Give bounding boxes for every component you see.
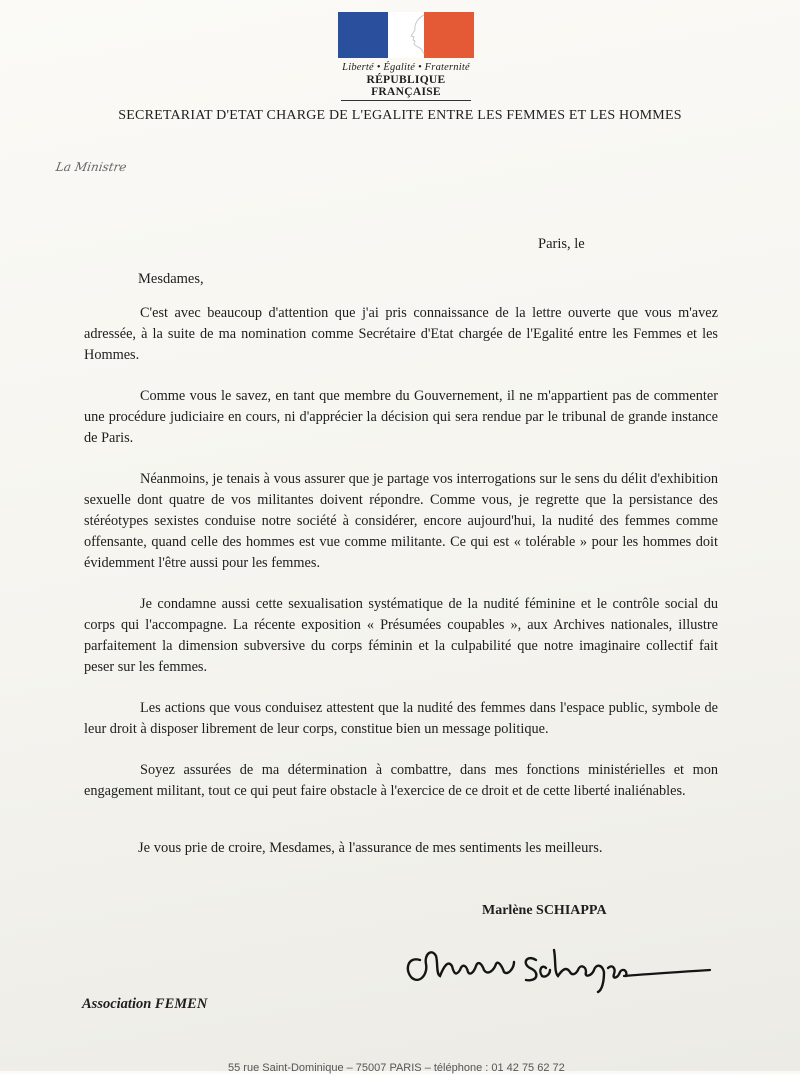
letter-paragraph: Néanmoins, je tenais à vous assurer que je partage vos interrogations sur le sens du délit d'exhibition sexuelle dont quatre de vos militantes doivent répondre. Comme vous, je regrette que la persistance des stéréotypes sexistes conduise notre société à considérer, encore aujourd'hui, la nudité des femmes comme offensante, quand celle des hommes est vue comme militante. Ce qui est « tolérable » pour les hommes doit évidemment l'être aussi pour les femmes.: [84, 471, 718, 571]
divider: [341, 100, 471, 101]
letter-closing: Je vous prie de croire, Mesdames, à l'assurance de mes sentiments les meilleurs.: [138, 840, 603, 856]
recipient-name: Association FEMEN: [82, 996, 208, 1012]
ministry-heading: SECRETARIAT D'ETAT CHARGE DE L'EGALITE ENTRE LES FEMMES ET LES HOMMES: [118, 108, 682, 123]
letter-place-date: Paris, le: [538, 236, 585, 252]
letter-paragraph: Les actions que vous conduisez attestent que la nudité des femmes dans l'espace public, symbole de leur droit à disposer librement de leur corps, constitue bien un message politique.: [84, 700, 718, 737]
republic-name: RÉPUBLIQUE FRANÇAISE: [366, 74, 446, 98]
signer-name: Marlène SCHIAPPA: [482, 903, 607, 918]
letter-body: [84, 303, 718, 822]
letter-salutation: Mesdames,: [138, 271, 204, 287]
minister-title: La Ministre: [54, 160, 128, 174]
letter-paragraph: Soyez assurées de ma détermination à combattre, dans mes fonctions ministérielles et mon engagement militant, tout ce qui peut faire obstacle à l'exercice de ce droit et de cette liberté inaliénables.: [84, 762, 718, 799]
letter-paragraph: Je condamne aussi cette sexualisation systématique de la nudité féminine et le contrôle social du corps qui l'accompagne. La récente exposition « Présumées coupables », aux Archives nationales, illustre parfaitement la dimension subversive du corps féminin et la culpabilité que notre imaginaire collectif fait peser sur les femmes.: [84, 596, 718, 675]
letter-paragraph: Comme vous le savez, en tant que membre du Gouvernement, il ne m'appartient pas de commenter une procédure judiciaire en cours, ni d'apprécier la décision qui sera rendue par le tribunal de grande instance de Paris.: [84, 388, 718, 446]
flag-red-band: [424, 12, 474, 58]
letter-paragraph: C'est avec beaucoup d'attention que j'ai pris connaissance de la lettre ouverte que vous m'avez adressée, à la suite de ma nomination comme Secrétaire d'Etat chargée de l'Egalité entre les Femmes et les Hommes.: [84, 305, 718, 363]
handwritten-signature: [398, 930, 718, 1000]
republic-motto: Liberté • Égalité • Fraternité: [342, 62, 470, 73]
republic-logo: [338, 12, 474, 101]
flag-blue-band: [338, 12, 388, 58]
marianne-flag-icon: [338, 12, 474, 58]
footer-address: 55 rue Saint-Dominique – 75007 PARIS – téléphone : 01 42 75 62 72: [228, 1062, 565, 1074]
